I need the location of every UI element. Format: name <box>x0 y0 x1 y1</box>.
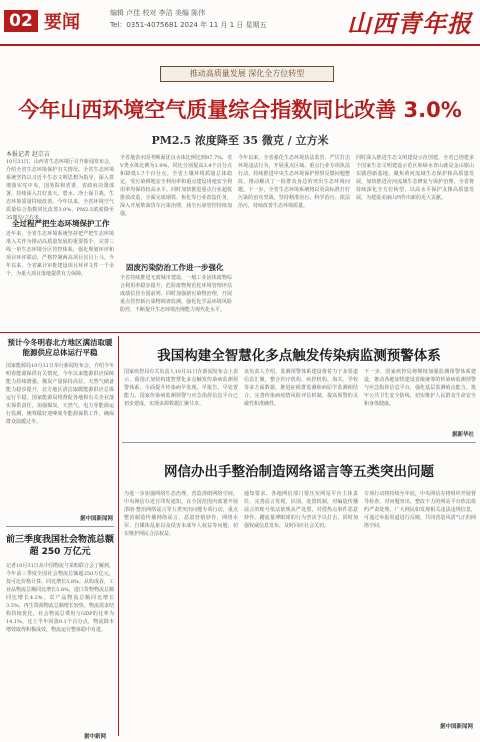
divider <box>122 442 476 443</box>
lead-column-2: 全省地表水国考断面优良水体比例达到87.7%，劣V类水体比例为1.9%，同比分别提高3.4个百分点和降低1.7个百分点。全省土壤环境质量总体稳定，受污染耕地安全利用率和重点建设用地安全利用率均保持较高水平。同时加快推进重点行业超低排放改造，全面完成钢铁、焦化等行业改造任务，深入开展柴油货车污染治理，扬尘污染管控持续加强。 <box>120 155 232 217</box>
masthead <box>0 0 480 46</box>
divider <box>0 332 480 333</box>
article-3-column-2: 通知要求，各地网信部门要压实网站平台主体责任，完善谣言发现、识别、处置机制，对编造传播谣言的账号依法依规从严处置，对借热点事件恶意炒作、蹭流量博眼球的行为坚决予以打击，同时加强权威信息发布，及时回应社会关切。 <box>244 491 358 529</box>
article-2-column-1: 国家疾控局有关负责人10月31日在新闻发布会上表示，我国正加快构建智慧化多点触发传染病监测预警体系，全面提升传染病早发现、早报告、早处置能力。国家传染病监测预警与应急指挥信息平台已初步建成，实现多源数据汇聚共享。 <box>124 369 238 407</box>
editor-credits: 编辑 卢佳 校对 李洁 美编 陈伟 <box>110 9 206 17</box>
lead-column-1: 10月31日，山西省生态环境厅召开新闻发布会，介绍全省生态环境保护有关情况。全省生态环境系统坚持以习近平生态文明思想为指导，深入贯彻落实党中央、国务院和省委、省政府决策部署，持续深入打好蓝天、碧水、净土保卫战，生态环境质量持续改善。今年以来，全省环境空气质量综合指数同比改善3.0%，PM2.5浓度降至35微克/立方米。 <box>6 159 114 221</box>
lead-subheading-1: 全过程严把生态环境保护工作 <box>12 219 110 228</box>
lead-column-3: 今年以来，全省强化生态环境执法监管，严厉打击环境违法行为，开展重点区域、重点行业专项执法行动。持续推进中央生态环境保护督察反馈问题整改，推动解决了一批群众身边的突出生态环境问题。下一步，全省生态环境系统将以更高标准打好污染防治攻坚战，坚持精准治污、科学治污、依法治污，持续改善生态环境质量。 <box>238 155 350 209</box>
brief-2-source: 据中新网 <box>84 734 107 740</box>
brief-1-title: 预计今冬明春北方地区满洁取暖能源供应总体运行平稳 <box>7 338 113 357</box>
column-divider <box>118 336 119 736</box>
theme-banner: 推动高质量发展 深化全方位转型 <box>160 66 334 82</box>
page-number: 02 <box>4 10 38 32</box>
lead-byline: 本报记者 赵宗吉 <box>6 151 50 158</box>
lead-column-1b: 近年来，全省生态环境系统坚持把严把生态环境准入关作为推动高质量发展的重要抓手，完善三线一单生态环境分区管控体系，强化规划环评和项目环评联动，严格控制两高项目盲目上马。今年以来，全省累计审批建设项目环评文件一千余个，为重大项目落地提供有力保障。 <box>6 231 114 277</box>
article-2-title: 我国构建全智慧化多点触发传染病监测预警体系 <box>157 348 441 364</box>
article-3-source: 据中国新闻网 <box>440 724 474 730</box>
lead-column-4: 同时深入推进生态文明建设示范创建，全省已创建多个国家生态文明建设示范区和绿水青山就是金山银山实践创新基地。聚焦黄河流域生态保护和高质量发展，加快推进汾河流域生态修复与保护治理。全省将持续深化全方位转型，以高水平保护支撑高质量发展，为建设美丽山西作出新的更大贡献。 <box>356 155 474 201</box>
brief-divider <box>6 526 114 527</box>
brief-1-body: 国家能源局10月31日举行新闻发布会，介绍今冬明春能源保供有关情况。今年以来能源供应保障能力持续增强，煤炭产量保持高位，天然气储备能力稳步提升，北方地区清洁取暖能源供应总体运行平稳。国家能源局将督促各地和有关企业落实保供责任，加强煤炭、天然气、电力等能源运行监测，统筹做好迎峰度冬能源保供工作，确保群众温暖过冬。 <box>6 363 114 425</box>
lead-column-2b: 全省持续推进无废城市建设，一般工业固体废物综合利用率稳步提升，危险废物规范化环境管理评估成绩位居全国前列。同时加强新污染物治理，开展重点管控新污染物调查监测，强化化学品环境风险防控，不断提升生态环境治理能力现代化水平。 <box>120 275 232 313</box>
contact-date-line: Tel：0351-4075681 2024 年 11 月 1 日 星期五 <box>110 21 267 29</box>
brief-2-title: 前三季度我国社会物流总额超 250 万亿元 <box>6 535 115 557</box>
lead-subheadline: PM2.5 浓度降至 35 微克 / 立方米 <box>151 134 329 147</box>
article-3-column-1: 为进一步加强网络生态治理，营造清朗网络空间，中央网信办近日印发通知，在全国范围内部署开展清朗·整治网络谣言等五类突出问题专项行动，重点整治制造传播网络谣言、恶意营销炒作、网络水军、自媒体乱象以及侵害未成年人权益等问题，切实维护网民合法权益。 <box>124 491 238 537</box>
lead-headline: 今年山西环境空气质量综合指数同比改善 3.0% <box>18 98 462 122</box>
article-2-column-3: 下一步，国家疾控局将继续加强监测预警体系建设，推动各地加快建设省级统筹的传染病监测预警与应急指挥信息平台，强化基层监测哨点能力，筑牢公共卫生安全防线，切实维护人民群众生命安全和身体健康。 <box>364 369 476 407</box>
newspaper-logo: 山西青年报 <box>347 9 472 38</box>
article-3-column-3: 专项行动将持续至年底，中央网信办将组织开展督导检查，对问题突出、整改不力的网站平台依法依约严肃处理。广大网民如发现相关违法违规信息，可通过举报渠道进行反映，共同营造风清气正的网络空间。 <box>364 491 476 529</box>
section-title: 要闻 <box>44 12 80 33</box>
article-3-title: 网信办出手整治制造网络谣言等五类突出问题 <box>164 464 434 480</box>
article-2-column-2: 该负责人介绍，监测预警体系建设将着力于多渠道信息汇聚，整合医疗机构、疾控机构、海关、学校等多方面数据，推进症候群监测和病原学监测相结合，完善传染病疫情风险评估机制，提高预警的灵敏性和准确性。 <box>244 369 358 407</box>
article-2-source: 据新华社 <box>452 432 475 438</box>
brief-2-body: 记者10月31日从中国物流与采购联合会了解到，今年前三季度全国社会物流总额超250万亿元，按可比价格计算，同比增长5.8%。从构成看，工业品物流总额同比增长5.8%，进口货物物流总额同比增长4.2%，农产品物流总额同比增长3.5%，再生资源物流总额增长较快。物流需求结构持续优化，社会物流总费用与GDP的比率为14.1%，比上半年回落0.1个百分点，物流降本增效取得积极成效，物流运行整体稳中有进。 <box>6 563 114 633</box>
brief-1-source: 据中国新闻网 <box>80 516 114 522</box>
lead-subheading-2: 固废污染防治工作进一步强化 <box>126 263 224 272</box>
